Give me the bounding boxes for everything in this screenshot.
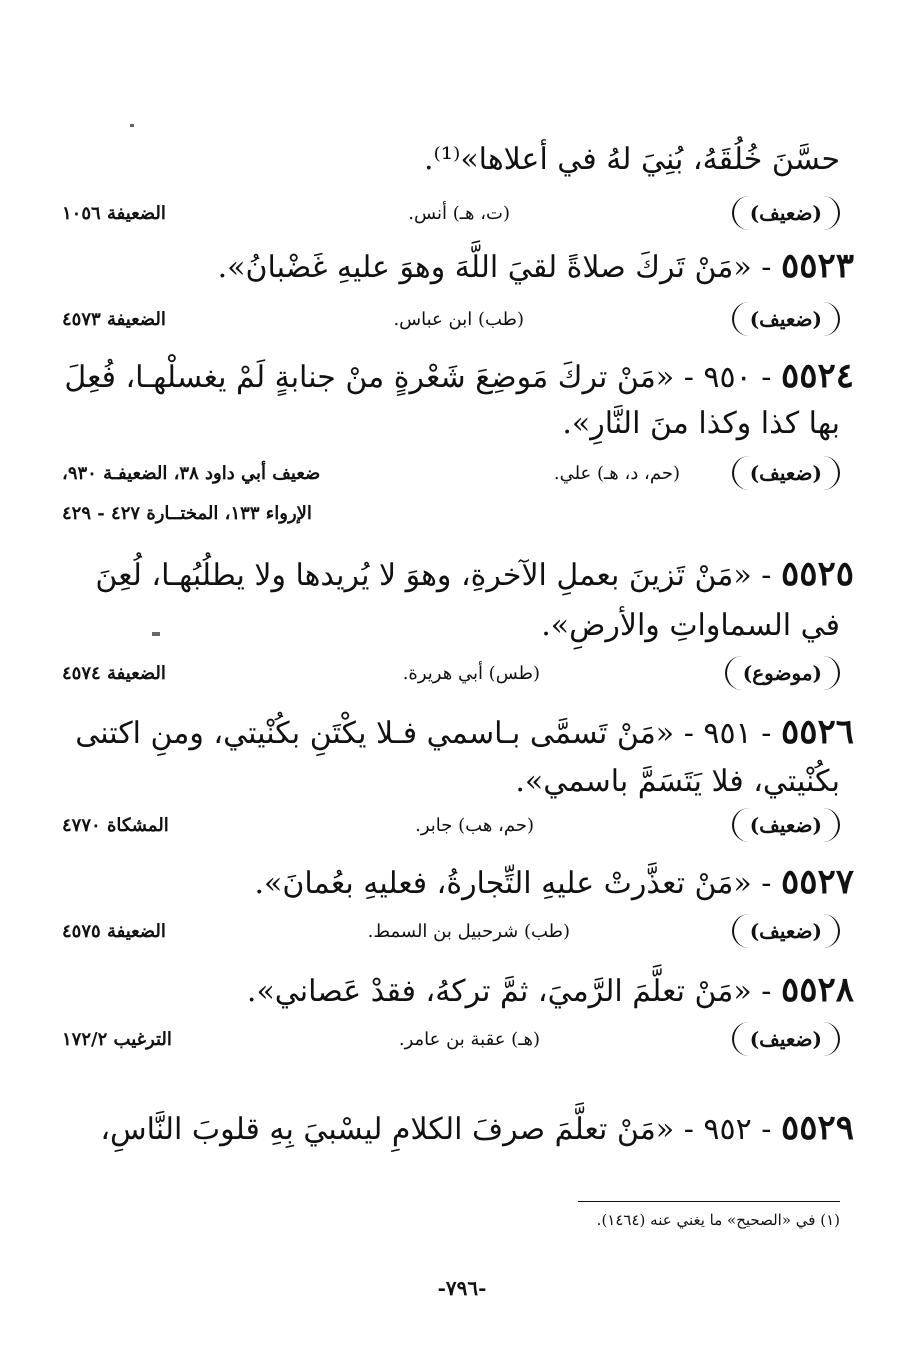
grading-row [62,1022,840,1062]
grading-row [62,456,840,496]
grading-row [62,808,840,848]
hadith-source: (حم، د، هـ) علي. [553,463,680,484]
hadith-entry-5524 [62,354,854,400]
hadith-entry-5529 [62,1106,854,1152]
reference: الضعيفة ٤٥٧٤ [62,663,166,684]
hadith-text: - «مَنْ تعذَّرتْ عليهِ التِّجارةُ، فعليهِ بعُمانَ». [254,866,772,901]
hadith-text-continued: في السماواتِ والأرضِ». [541,608,840,643]
continuation-text: حسَّنَ خُلُقَهُ، بُنِيَ لهُ في أعلاها»⁽¹⁾. [424,142,840,177]
hadith-number: ٥٥٢٨ [780,970,854,1010]
hadith-entry-5525 [62,552,854,598]
reference: الترغيب ١٧٢/٢ [62,1029,172,1050]
grading-row [62,196,840,236]
grade-badge: (ضعيف) [732,302,840,336]
grade-badge: (ضعيف) [732,1022,840,1056]
hadith-number: ٥٥٢٣ [780,246,854,286]
reference-continued-row [62,494,840,534]
reference: ضعيف أبي داود ٣٨، الضعيفـة ٩٣٠، [62,463,321,484]
reference-continued: الإرواء ١٣٣، المختــارة ٤٢٧ - ٤٢٩ [62,503,312,524]
reference: الضعيفة ١٠٥٦ [62,203,166,224]
reference: الضعيفة ٤٥٧٥ [62,921,166,942]
reference: الضعيفة ٤٥٧٣ [62,309,166,330]
grade-badge: (ضعيف) [732,196,840,230]
hadith-text: - «مَنْ تعلَّمَ الرَّميَ، ثمَّ تركهُ، فقدْ عَصاني». [246,974,772,1009]
hadith-source: (ت، هـ) أنس. [408,203,510,224]
hadith-entry-5527 [62,860,854,906]
hadith-text: - «مَنْ تَركَ صلاةً لقيَ اللَّهَ وهوَ عليهِ غَضْبانُ». [217,250,772,285]
scan-speck [130,124,134,127]
hadith-text: - «مَنْ تَزينَ بعملِ الآخرةِ، وهوَ لا يُريدها ولا يطلُبُهـا، لُعِنَ [95,558,772,593]
reference: المشكاة ٤٧٧٠ [62,815,169,836]
hadith-source: (هـ) عقبة بن عامر. [398,1029,540,1050]
footnote: (١) في «الصحيح» ما يغني عنه (١٤٦٤). [596,1211,840,1229]
hadith-text: - ٩٥٠ - «مَنْ تركَ مَوضِعَ شَعْرةٍ منْ جنابةٍ لَمْ يغسلْهـا، فُعِلَ [64,360,772,395]
hadith-number: ٥٥٢٥ [780,554,854,594]
hadith-entry-5528 [62,968,854,1014]
hadith-source: (طب) ابن عباس. [393,309,524,330]
hadith-number: ٥٥٢٤ [780,356,854,396]
grading-row [62,914,840,954]
hadith-text: - ٩٥٢ - «مَنْ تعلَّمَ صرفَ الكلامِ ليسْبيَ بِهِ قلوبَ النَّاسِ، [100,1112,772,1147]
grade-badge: (ضعيف) [732,456,840,490]
hadith-text-continued: بها كذا وكذا منَ النَّارِ». [562,406,840,441]
grade-badge: (ضعيف) [732,808,840,842]
hadith-text: - ٩٥١ - «مَنْ تَسمَّى بـاسمي فـلا يكْتَنِ بكُنْيتي، ومنِ اكتنى [75,716,772,751]
grading-row [62,656,840,696]
grade-badge: (موضوع) [725,656,840,690]
grading-row [62,302,840,342]
grade-badge: (ضعيف) [732,914,840,948]
hadith-number: ٥٥٢٦ [780,712,854,752]
hadith-source: (طس) أبي هريرة. [402,663,540,684]
hadith-entry-5526 [62,710,854,756]
footnote-rule [578,1201,840,1202]
hadith-entry-5523 [62,244,854,290]
hadith-number: ٥٥٢٧ [780,862,854,902]
hadith-text-continued: بكُنْيتي، فلا يَتَسَمَّ باسمي». [515,764,840,799]
hadith-source: (حم، هب) جابر. [415,815,534,836]
hadith-source: (طب) شرحبيل بن السمط. [367,921,570,942]
page-number: -٧٩٦- [437,1276,487,1300]
hadith-number: ٥٥٢٩ [780,1108,854,1148]
